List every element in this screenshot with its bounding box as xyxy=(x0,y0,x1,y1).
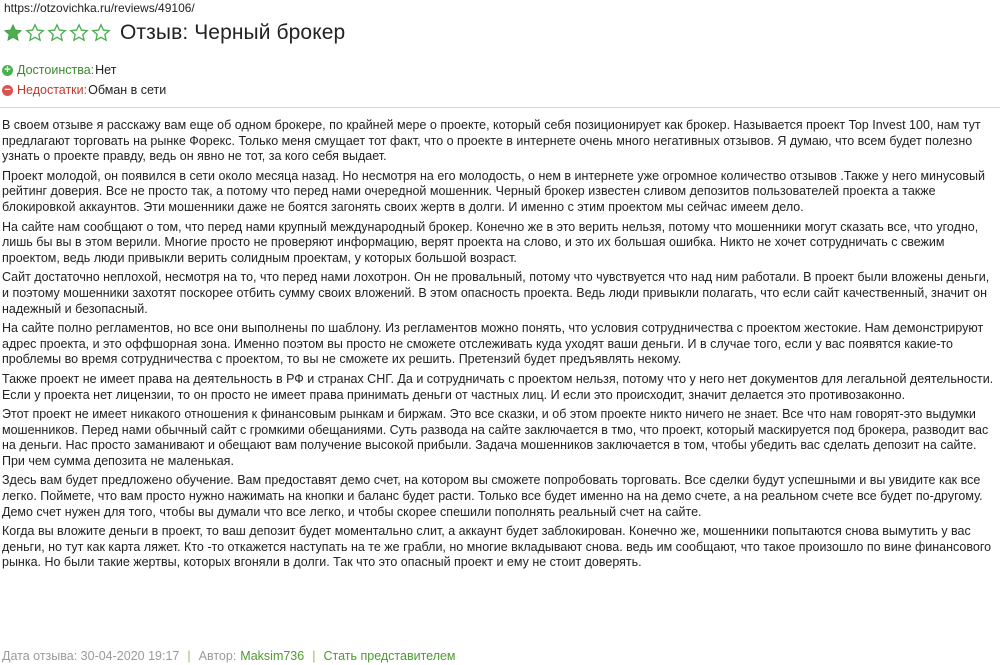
review-date: Дата отзыва: 30-04-2020 19:17 xyxy=(2,649,180,663)
review-footer xyxy=(2,648,456,664)
star-filled-icon xyxy=(3,23,23,43)
plus-icon: + xyxy=(2,65,13,76)
review-paragraph: На сайте нам сообщают о том, что перед нами крупный международный брокер. Конечно же в это верить нельзя, потому что мошенники могут сказать все, что угодно, лишь бы вы в этом верили. Многие просто не проверяют информацию, верят проекта на слово, и это их большая ошибка. Никто не хочет сотрудничать с свежим проектом, ведь люди привыкли верить солидным проектам, у которых большой возраст. xyxy=(2,219,979,265)
author-link[interactable]: Maksim736 xyxy=(240,649,305,663)
review-header xyxy=(3,18,345,48)
review-title: Отзыв: Черный брокер xyxy=(120,21,346,44)
cons-label: Недостатки: xyxy=(17,83,88,97)
cons-row xyxy=(2,82,166,98)
footer-separator: | xyxy=(312,649,316,663)
author-label: Автор: xyxy=(198,649,237,663)
star-empty-icon xyxy=(69,23,89,43)
review-body xyxy=(2,118,998,575)
review-paragraph: Когда вы вложите деньги в проект, то ваш депозит будет моментально слит, а аккаунт будет заблокирован. Конечно же, мошенники попытаются снова вымутить у вас деньги, но тут как карта ляжет. Кто -то откажется наступать на те же грабли, но многие вкладывают снова. ведь им сообщают, что такое произошло по вине финансового рынка. Но были такие жертвы, которых вгоняли в долги. Так что это опасный проект и ему не стоит доверять. xyxy=(2,524,992,570)
review-paragraph: В своем отзыве я расскажу вам еще об одном брокере, по крайней мере о проекте, который себя позиционирует как брокер. Называется проект Top Invest 100, нам тут предлагают торговать на рынке Форекс. Только меня смущает тот факт, что о проекте в интернете очень много негативных отзывов. Я думаю, что всем будет полезно узнать о проекте правду, ведь он явно не тот, за кого себя выдает. xyxy=(2,118,981,164)
star-empty-icon xyxy=(91,23,111,43)
become-representative-link[interactable]: Стать представителем xyxy=(323,649,456,663)
review-paragraph: Здесь вам будет предложено обучение. Вам предоставят демо счет, на котором вы сможете попробовать торговать. Все сделки будут успешными и вы увидите как все легко. Поймете, что вам просто нужно нажимать на кнопки и баланс будет расти. Только все будет именно на на демо счете, а на реальном счете все будет по-другому. Демо счет нужен для того, чтобы вы думали что все легко, и чтобы скорее спешили пополнять реальный счет на сайте. xyxy=(2,473,983,519)
review-paragraph: Также проект не имеет права на деятельность в РФ и странах СНГ. Да и сотрудничать с проектом нельзя, потому что у него нет документов для легальной деятельности. Если у проекта нет лицензии, то он просто не имеет права принимать деньги от частных лиц. И если это происходит, значит делается это противозаконно. xyxy=(2,371,994,402)
review-paragraph: Проект молодой, он появился в сети около месяца назад. Но несмотря на его молодость, о нем в интернете уже огромное количество отзывов .Также у него минусовый рейтинг доверия. Все не просто так, а потому что перед нами очередной мошенник. Черный брокер известен сливом депозитов пользователей проекта а также блокировкой аккаунтов. Эти мошенники даже не боятся загонять своих жертв в долги. И именно с этим проектом мы сейчас имеем дело. xyxy=(2,168,985,214)
pros-row xyxy=(2,62,116,78)
pros-label: Достоинства: xyxy=(17,63,95,77)
minus-icon: − xyxy=(2,85,13,96)
page-url: https://otzovichka.ru/reviews/49106/ xyxy=(4,1,195,15)
divider xyxy=(0,107,1000,108)
star-empty-icon xyxy=(47,23,67,43)
pros-value: Нет xyxy=(95,63,117,77)
rating-stars xyxy=(3,23,113,43)
cons-value: Обман в сети xyxy=(88,83,167,97)
footer-separator: | xyxy=(187,649,191,663)
star-empty-icon xyxy=(25,23,45,43)
review-paragraph: Сайт достаточно неплохой, несмотря на то, что перед нами лохотрон. Он не провальный, потому что чувствуется что над ним работали. В проект были вложены деньги, и поэтому мошенники захотят поскорее отбить сумму своих вложений. В этом опасность проекта. Ведь люди привыкли полагать, что если сайт качественный, значит он надежный и безопасный. xyxy=(2,270,990,316)
review-paragraph: На сайте полно регламентов, но все они выполнены по шаблону. Из регламентов можно понять, что условия сотрудничества с проектом жестокие. Нам демонстрируют адрес проекта, и это оффшорная зона. Именно поэтом вы просто не сможете отслеживать куда уходят ваши деньги. И в случае того, если у вас появятся какие-то проблемы во время сотрудничества с проектом, то вы не сможете их решить. Претензий будет предъявлять некому. xyxy=(2,321,984,367)
review-paragraph: Этот проект не имеет никакого отношения к финансовым рынкам и биржам. Это все сказки, и об этом проекте никто ничего не знает. Все что нам говорят-это выдумки мошенников. Перед нами обычный сайт с громкими обещаниями. Суть развода на сайте заключается в тмо, что проект, который маскируется под брокера, разводит вас на деньги. Нас просто заманивают и обещают вам получение высокой прибыли. Задача мошенников заключается в том, чтобы убедить вас сделать депозит на сайте. При чем сумма депозита не маленькая. xyxy=(2,407,989,468)
